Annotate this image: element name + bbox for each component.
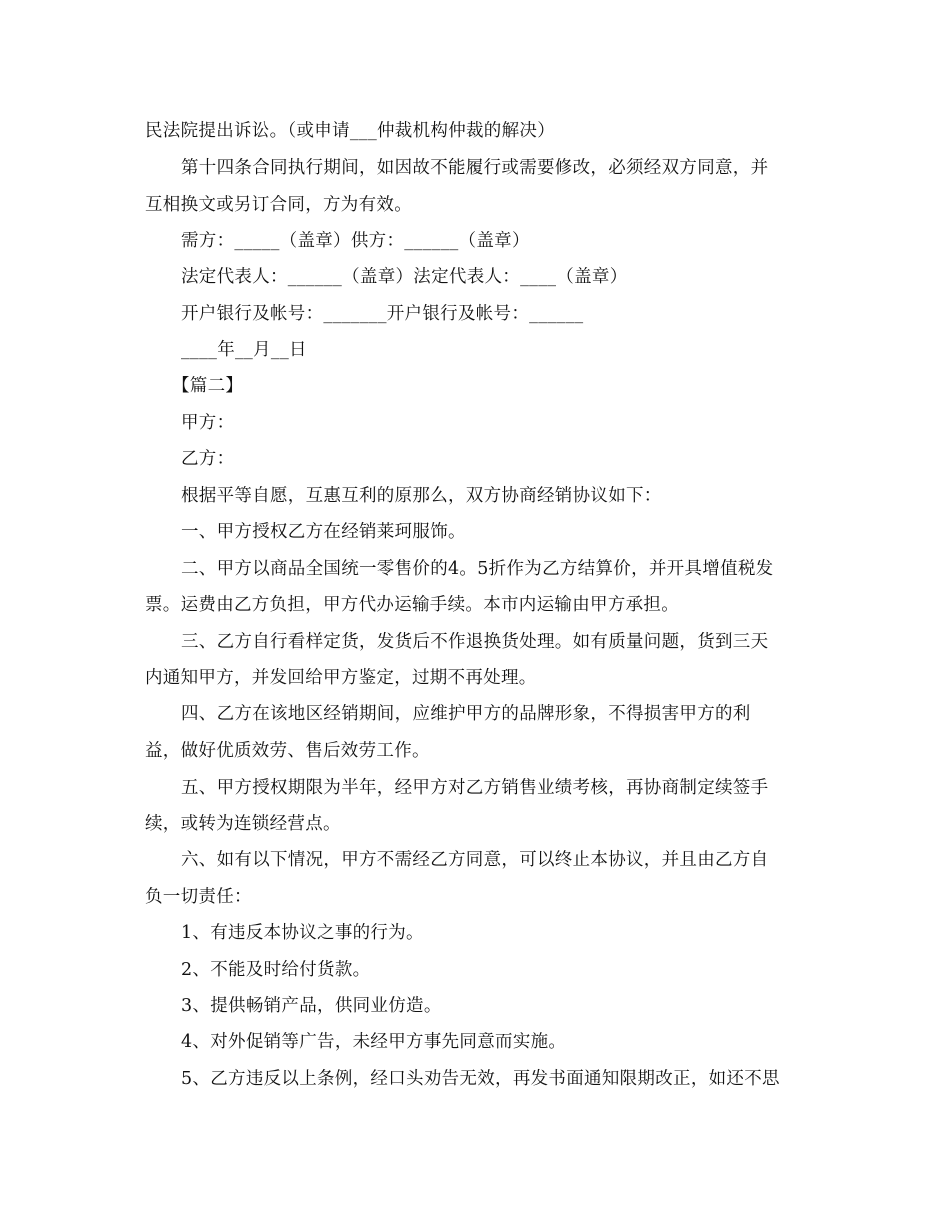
text-line: 互相换文或另订合同，方为有效。 <box>145 195 412 215</box>
clause-line: 四、乙方在该地区经销期间，应维护甲方的品牌形象，不得损害甲方的利 <box>181 704 751 724</box>
clause-line: 负一切责任： <box>145 887 252 907</box>
list-item: 4、对外促销等广告，未经甲方事先同意而实施。 <box>181 1032 567 1052</box>
clause-line: 五、甲方授权期限为半年，经甲方对乙方销售业绩考核，再协商制定续签手 <box>181 778 769 798</box>
clause-line: 一、甲方授权乙方在经销莱珂服饰。 <box>181 522 466 542</box>
text-line: 需方：_____（盖章）供方：______（盖章） <box>181 231 530 251</box>
party-b-label: 乙方： <box>181 449 235 469</box>
section-heading: 【篇二】 <box>172 376 244 396</box>
text-line: 民法院提出诉讼。（或申请___仲裁机构仲裁的解决） <box>145 121 555 141</box>
list-item: 3、提供畅销产品，供同业仿造。 <box>181 996 442 1016</box>
list-item: 1、有违反本协议之事的行为。 <box>181 923 424 943</box>
clause-line: 票。运费由乙方负担，甲方代办运输手续。本市内运输由甲方承担。 <box>145 595 679 615</box>
clause-line: 三、乙方自行看样定货，发货后不作退换货处理。如有质量问题，货到三天 <box>181 632 769 652</box>
text-line: 根据平等自愿，互惠互利的原那么，双方协商经销协议如下： <box>181 486 662 506</box>
text-line: 法定代表人：______（盖章）法定代表人：____（盖章） <box>181 267 628 287</box>
clause-line: 内通知甲方，并发回给甲方鉴定，过期不再处理。 <box>145 668 537 688</box>
date-line: ____年__月__日 <box>181 340 307 360</box>
clause-line: 益，做好优质效劳、售后效劳工作。 <box>145 741 430 761</box>
clause-line: 续，或转为连锁经营点。 <box>145 814 341 834</box>
party-a-label: 甲方： <box>181 413 235 433</box>
clause-line: 二、甲方以商品全国统一零售价的4。5折作为乙方结算价，并开具增值税发 <box>181 559 774 579</box>
list-item: 5、乙方违反以上条例，经口头劝告无效，再发书面通知限期改正，如还不思 <box>181 1069 780 1089</box>
clause-line: 六、如有以下情况，甲方不需经乙方同意，可以终止本协议，并且由乙方自 <box>181 850 769 870</box>
text-line: 第十四条合同执行期间，如因故不能履行或需要修改，必须经双方同意，并 <box>181 158 769 178</box>
list-item: 2、不能及时给付货款。 <box>181 960 371 980</box>
text-line: 开户银行及帐号：_______开户银行及帐号：______ <box>181 304 584 324</box>
